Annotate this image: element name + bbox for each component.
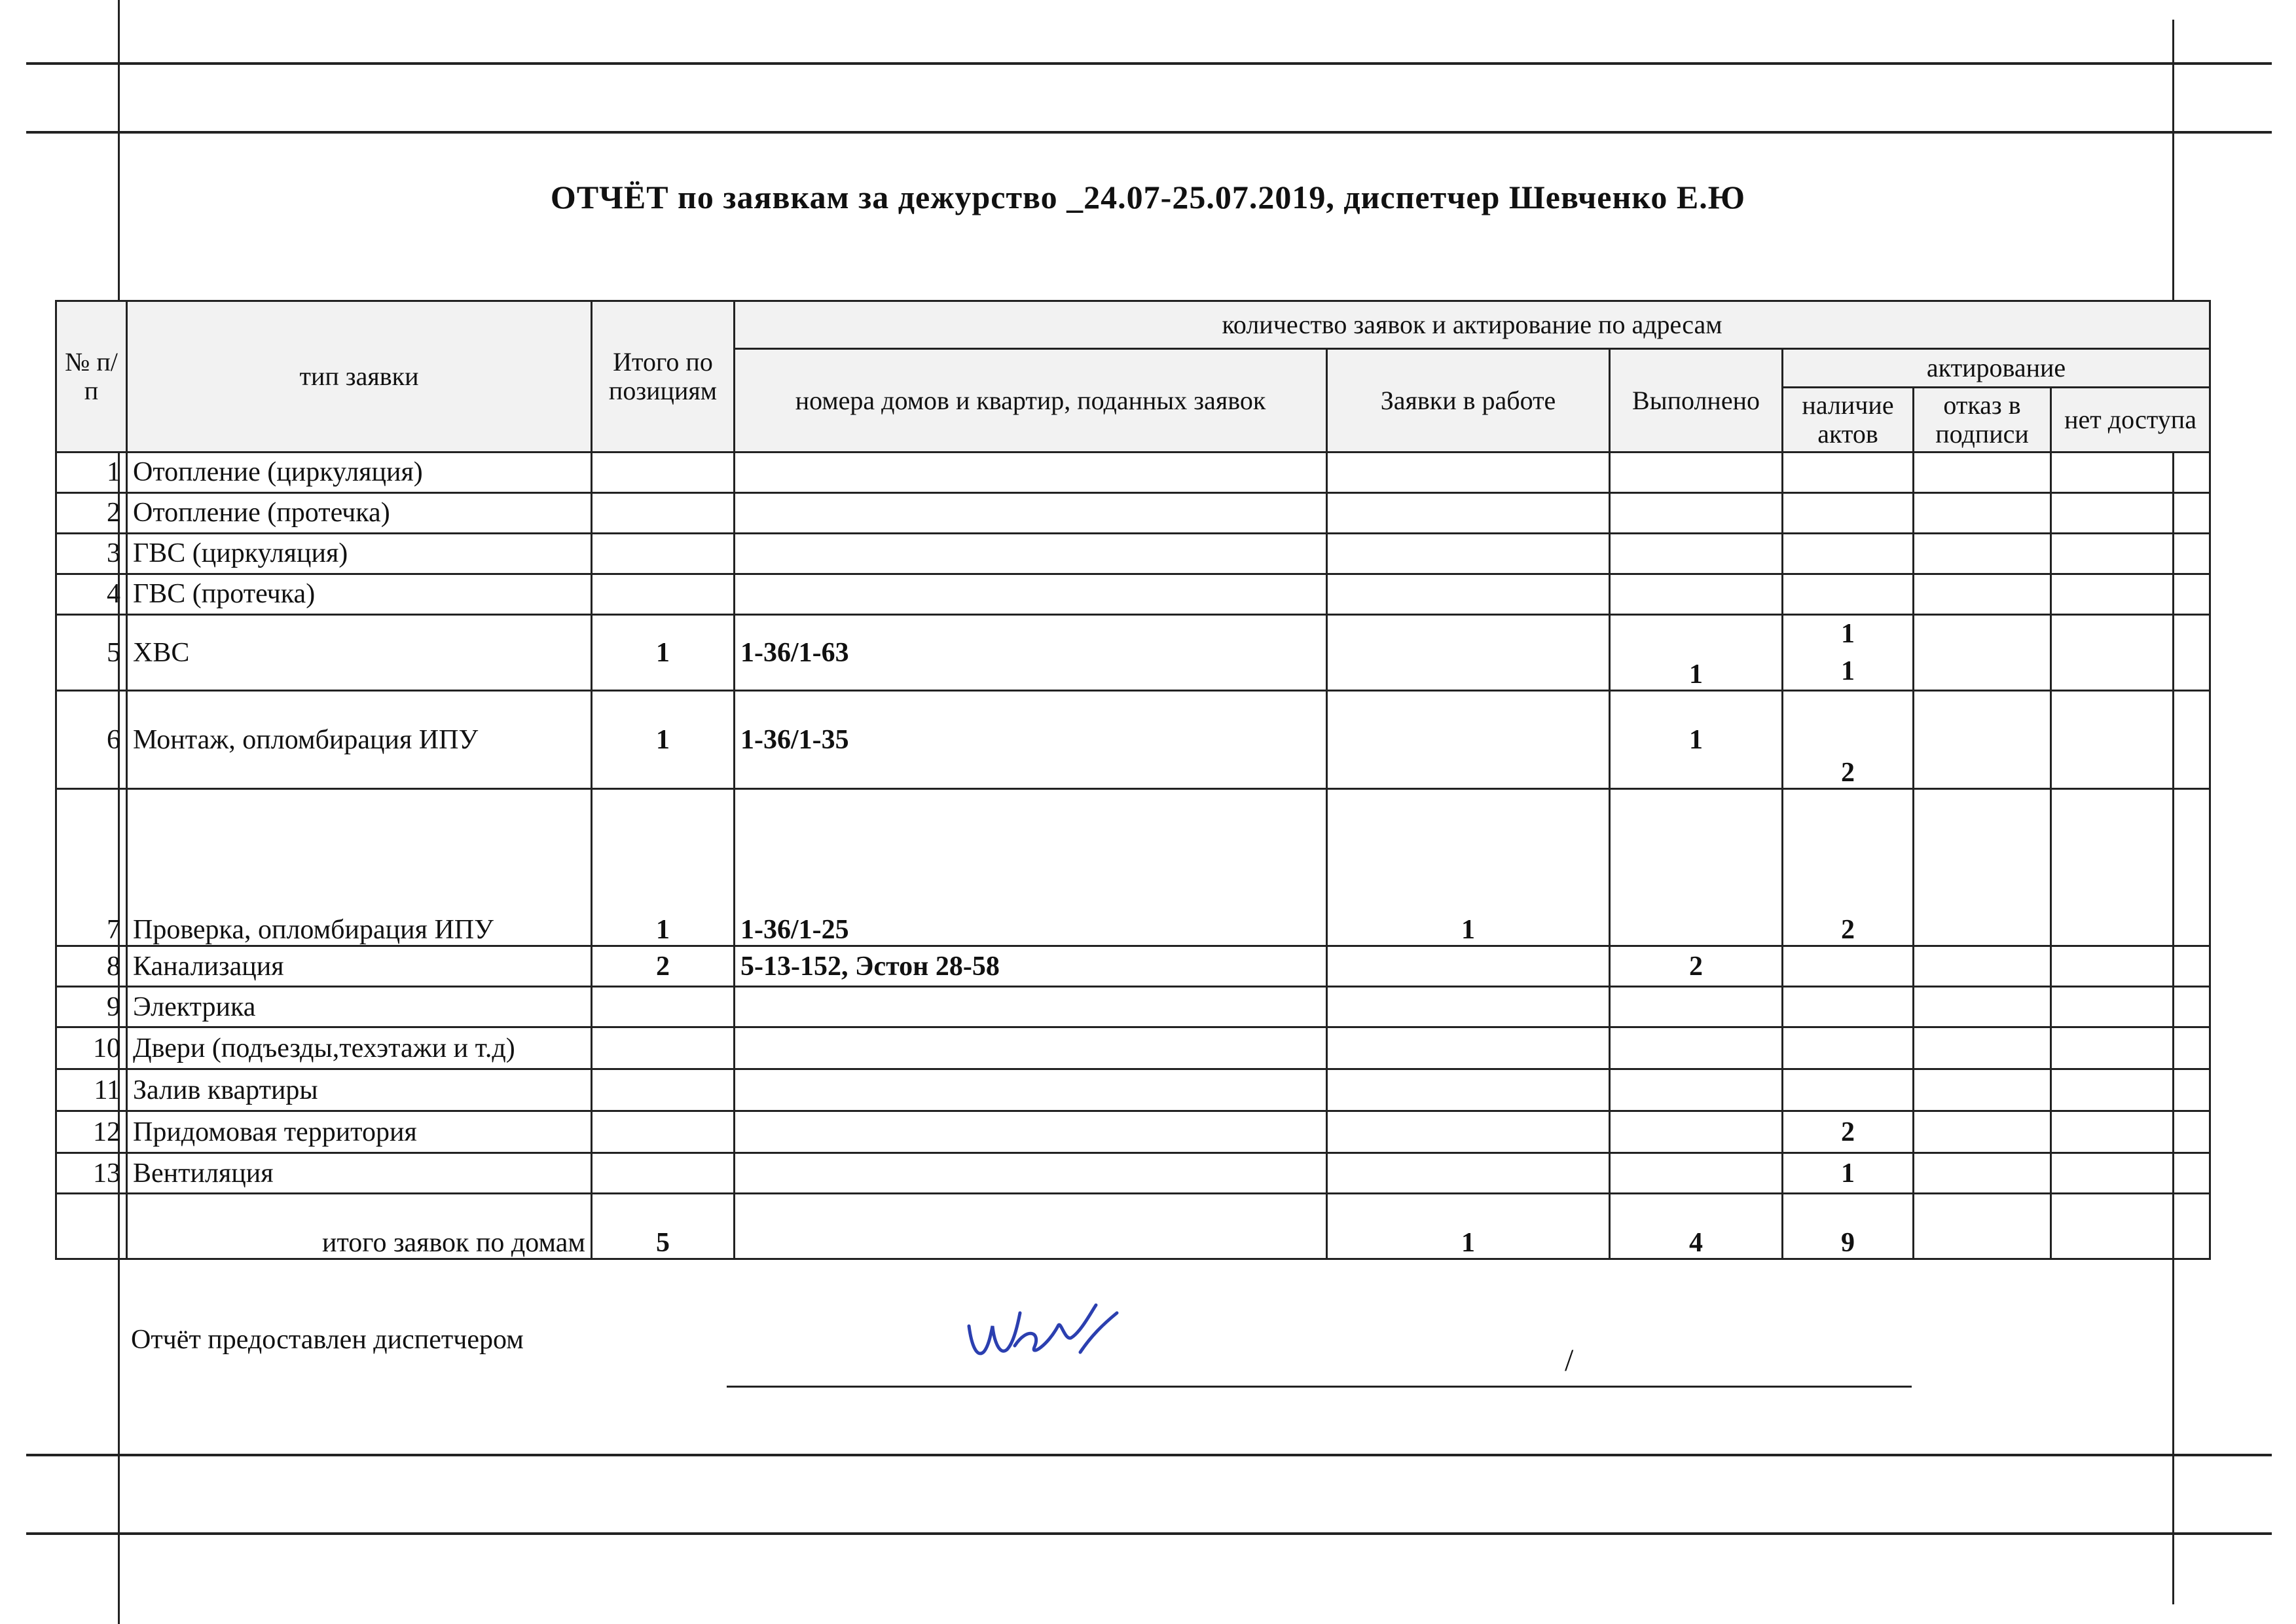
col-refusal-header: отказ в подписи <box>1914 388 2051 452</box>
totals-total: 5 <box>592 1194 735 1259</box>
row-type: Двери (подъезды,техэтажи и т.д) <box>127 1027 592 1069</box>
table-row <box>56 1153 2210 1194</box>
row-done <box>1610 987 1783 1027</box>
row-no-access <box>2051 1111 2210 1153</box>
row-in-work: 1 <box>1327 789 1610 946</box>
row-type: ГВС (циркуляция) <box>127 534 592 574</box>
row-addr: 1-36/1-63 <box>735 615 1327 691</box>
row-acts: 2 <box>1783 1111 1914 1153</box>
totals-refusal <box>1914 1194 2051 1259</box>
row-in-work <box>1327 1111 1610 1153</box>
row-num: 10 <box>56 1027 127 1069</box>
row-addr: 5-13-152, Эстон 28-58 <box>735 946 1327 987</box>
totals-acts: 9 <box>1783 1194 1914 1259</box>
row-no-access <box>2051 789 2210 946</box>
row-in-work <box>1327 1027 1610 1069</box>
row-addr: 1-36/1-35 <box>735 691 1327 789</box>
row-done: 1 <box>1610 691 1783 789</box>
row-type: ГВС (протечка) <box>127 574 592 615</box>
row-total: 2 <box>592 946 735 987</box>
row-acts <box>1783 1027 1914 1069</box>
row-acts: 2 <box>1783 789 1914 946</box>
table-row <box>56 534 2210 574</box>
top-rule <box>26 62 2272 65</box>
row-refusal <box>1914 452 2051 493</box>
totals-done: 4 <box>1610 1194 1783 1259</box>
table-row <box>56 789 2210 946</box>
bottom-rule <box>26 1454 2272 1456</box>
row-done <box>1610 1069 1783 1111</box>
col-num-header: № п/п <box>56 301 127 452</box>
row-addr <box>735 1027 1327 1069</box>
row-refusal <box>1914 1111 2051 1153</box>
row-acts <box>1783 452 1914 493</box>
row-acts <box>1783 946 1914 987</box>
table-row <box>56 452 2210 493</box>
signature-line <box>727 1386 1912 1388</box>
row-no-access <box>2051 691 2210 789</box>
row-total <box>592 1111 735 1153</box>
col-addresses-header: номера домов и квартир, поданных заявок <box>735 349 1327 452</box>
signature-slash: / <box>1565 1343 1574 1378</box>
row-refusal <box>1914 789 2051 946</box>
col-acts-header: наличие актов <box>1783 388 1914 452</box>
row-num: 4 <box>56 574 127 615</box>
row-type: Канализация <box>127 946 592 987</box>
row-acts <box>1783 574 1914 615</box>
row-refusal <box>1914 691 2051 789</box>
row-acts <box>1783 1069 1914 1111</box>
bottom-rule-2 <box>26 1532 2272 1535</box>
row-in-work <box>1327 691 1610 789</box>
row-type: Монтаж, опломбирация ИПУ <box>127 691 592 789</box>
top-rule-2 <box>26 131 2272 134</box>
row-num: 5 <box>56 615 127 691</box>
row-num: 9 <box>56 987 127 1027</box>
row-refusal <box>1914 574 2051 615</box>
row-in-work <box>1327 1069 1610 1111</box>
row-refusal <box>1914 1027 2051 1069</box>
row-total: 1 <box>592 789 735 946</box>
table-row <box>56 1069 2210 1111</box>
row-addr <box>735 534 1327 574</box>
row-total <box>592 534 735 574</box>
row-refusal <box>1914 493 2051 534</box>
col-type-header: тип заявки <box>127 301 592 452</box>
row-num: 1 <box>56 452 127 493</box>
row-addr <box>735 493 1327 534</box>
row-total <box>592 1153 735 1194</box>
row-acts-value: 1 <box>1841 619 1855 649</box>
row-type: Отопление (циркуляция) <box>127 452 592 493</box>
row-done <box>1610 789 1783 946</box>
report-title: ОТЧЁТ по заявкам за дежурство _24.07-25.07.2019, диспетчер Шевченко Е.Ю <box>550 179 1746 215</box>
table-row <box>56 574 2210 615</box>
row-acts: 1 <box>1783 1153 1914 1194</box>
row-total <box>592 493 735 534</box>
table-row <box>56 691 2210 789</box>
row-type: ХВС <box>127 615 592 691</box>
col-total-header: Итого по позициям <box>592 301 735 452</box>
table-row <box>56 946 2210 987</box>
row-addr <box>735 987 1327 1027</box>
row-done <box>1610 574 1783 615</box>
footer-label: Отчёт предоставлен диспетчером <box>131 1325 524 1355</box>
row-type: Проверка, опломбирация ИПУ <box>127 789 592 946</box>
row-num: 3 <box>56 534 127 574</box>
row-no-access <box>2051 534 2210 574</box>
totals-in-work: 1 <box>1327 1194 1610 1259</box>
row-num: 8 <box>56 946 127 987</box>
row-refusal <box>1914 1069 2051 1111</box>
row-no-access <box>2051 946 2210 987</box>
row-num: 7 <box>56 789 127 946</box>
row-refusal <box>1914 946 2051 987</box>
row-refusal <box>1914 615 2051 691</box>
row-type: Электрика <box>127 987 592 1027</box>
row-no-access <box>2051 987 2210 1027</box>
row-addr <box>735 1153 1327 1194</box>
row-done <box>1610 493 1783 534</box>
row-no-access <box>2051 1153 2210 1194</box>
col-done-header: Выполнено <box>1610 349 1783 452</box>
row-no-access <box>2051 615 2210 691</box>
col-in-work-header: Заявки в работе <box>1327 349 1610 452</box>
row-total <box>592 1027 735 1069</box>
row-no-access <box>2051 1069 2210 1111</box>
row-addr <box>735 452 1327 493</box>
totals-addr <box>735 1194 1327 1259</box>
row-done: 2 <box>1610 946 1783 987</box>
row-addr: 1-36/1-25 <box>735 789 1327 946</box>
row-type: Отопление (протечка) <box>127 493 592 534</box>
row-acts <box>1783 493 1914 534</box>
table-row <box>56 615 2210 691</box>
row-no-access <box>2051 493 2210 534</box>
row-in-work <box>1327 1153 1610 1194</box>
row-refusal <box>1914 1153 2051 1194</box>
row-total: 1 <box>592 691 735 789</box>
row-acts-value-2: 1 <box>1841 655 1855 686</box>
row-in-work <box>1327 493 1610 534</box>
totals-no-access <box>2051 1194 2210 1259</box>
report-table <box>55 300 2211 1260</box>
row-type: Залив квартиры <box>127 1069 592 1111</box>
row-in-work <box>1327 574 1610 615</box>
table-row <box>56 1027 2210 1069</box>
row-num: 2 <box>56 493 127 534</box>
row-total: 1 <box>592 615 735 691</box>
row-in-work <box>1327 615 1610 691</box>
row-in-work <box>1327 946 1610 987</box>
row-type: Придомовая территория <box>127 1111 592 1153</box>
table-row <box>56 1111 2210 1153</box>
row-refusal <box>1914 987 2051 1027</box>
row-num: 12 <box>56 1111 127 1153</box>
row-addr <box>735 1111 1327 1153</box>
row-num: 6 <box>56 691 127 789</box>
row-total <box>592 987 735 1027</box>
row-acts <box>1783 534 1914 574</box>
signature-icon <box>962 1300 1133 1372</box>
row-done <box>1610 534 1783 574</box>
row-in-work <box>1327 452 1610 493</box>
row-addr <box>735 574 1327 615</box>
row-acts: 2 <box>1783 691 1914 789</box>
row-num: 11 <box>56 1069 127 1111</box>
row-in-work <box>1327 987 1610 1027</box>
row-total <box>592 452 735 493</box>
row-done: 1 <box>1610 615 1783 691</box>
row-no-access <box>2051 452 2210 493</box>
totals-row <box>56 1194 2210 1259</box>
row-done <box>1610 1153 1783 1194</box>
row-acts <box>1783 615 1914 691</box>
totals-num <box>56 1194 127 1259</box>
row-done <box>1610 1027 1783 1069</box>
totals-label: итого заявок по домам <box>127 1194 592 1259</box>
row-num: 13 <box>56 1153 127 1194</box>
row-done <box>1610 452 1783 493</box>
row-no-access <box>2051 574 2210 615</box>
row-in-work <box>1327 534 1610 574</box>
table-row <box>56 987 2210 1027</box>
row-no-access <box>2051 1027 2210 1069</box>
table-row <box>56 493 2210 534</box>
col-no-access-header: нет доступа <box>2051 388 2210 452</box>
row-done <box>1610 1111 1783 1153</box>
header-row-1 <box>56 301 2210 349</box>
row-acts <box>1783 987 1914 1027</box>
col-group-header: количество заявок и актирование по адресам <box>735 301 2210 349</box>
row-refusal <box>1914 534 2051 574</box>
row-total <box>592 574 735 615</box>
row-addr <box>735 1069 1327 1111</box>
row-type: Вентиляция <box>127 1153 592 1194</box>
row-total <box>592 1069 735 1111</box>
col-acting-header: актирование <box>1783 349 2210 388</box>
